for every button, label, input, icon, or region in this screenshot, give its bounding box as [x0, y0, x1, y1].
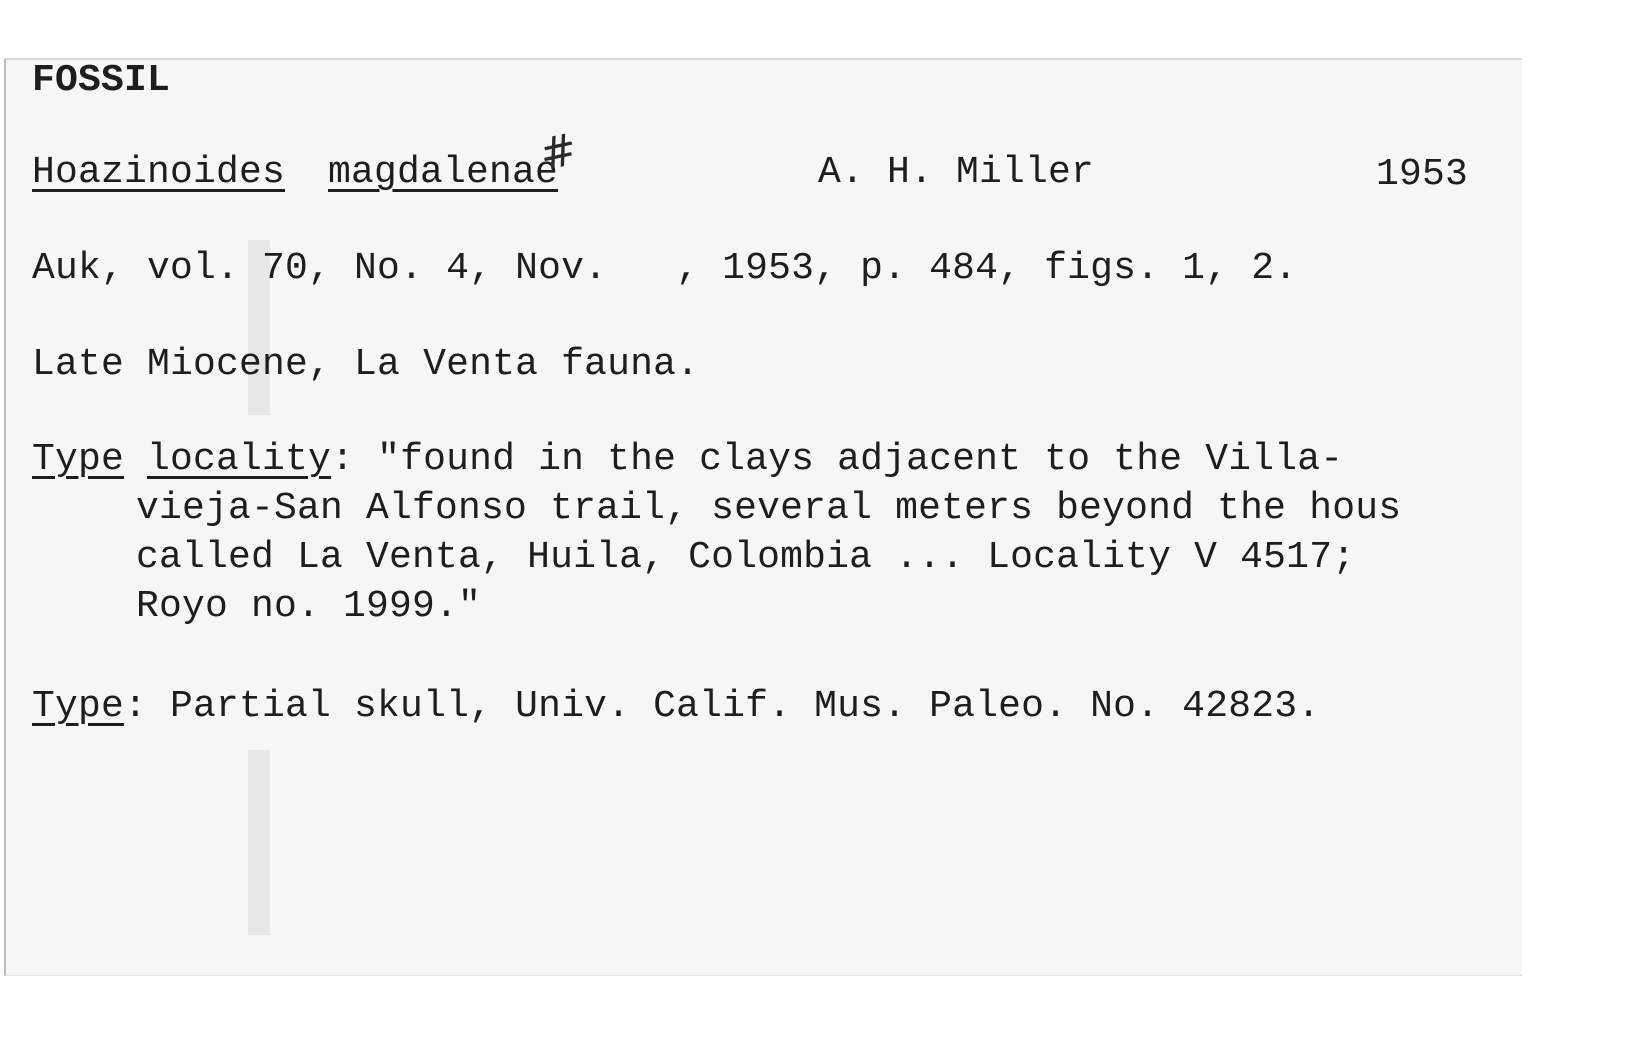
type-label: Type	[32, 685, 125, 728]
handwritten-hash-mark: #	[535, 123, 582, 182]
card-smudge	[248, 750, 270, 935]
type-locality-line-4: Royo no. 1999."	[136, 585, 482, 628]
type-locality-label-1: Type	[32, 438, 125, 481]
category-label: FOSSIL	[32, 59, 171, 102]
type-locality-line-2: vieja-San Alfonso trail, several meters beyond the hous	[136, 487, 1402, 530]
type-locality-colon: :	[331, 438, 355, 481]
type-specimen-line	[32, 685, 1321, 728]
type-locality-label-2: locality	[147, 438, 332, 481]
species-name: magdalenae	[328, 151, 559, 194]
author-name: A. H. Miller	[818, 151, 1095, 194]
genus-name: Hoazinoides	[32, 151, 286, 194]
type-specimen-text: : Partial skull, Univ. Calif. Mus. Paleo. No. 42823.	[124, 685, 1321, 728]
type-locality-line-1: "found in the clays adjacent to the Villa-	[354, 438, 1344, 481]
horizon-line: Late Miocene, La Venta fauna.	[32, 343, 700, 386]
type-locality-line-3: called La Venta, Huila, Colombia ... Locality V 4517;	[136, 536, 1356, 579]
citation-line: Auk, vol. 70, No. 4, Nov. , 1953, p. 484, figs. 1, 2.	[32, 247, 1298, 290]
type-locality-heading	[32, 438, 1344, 481]
publication-year: 1953	[1376, 153, 1469, 196]
